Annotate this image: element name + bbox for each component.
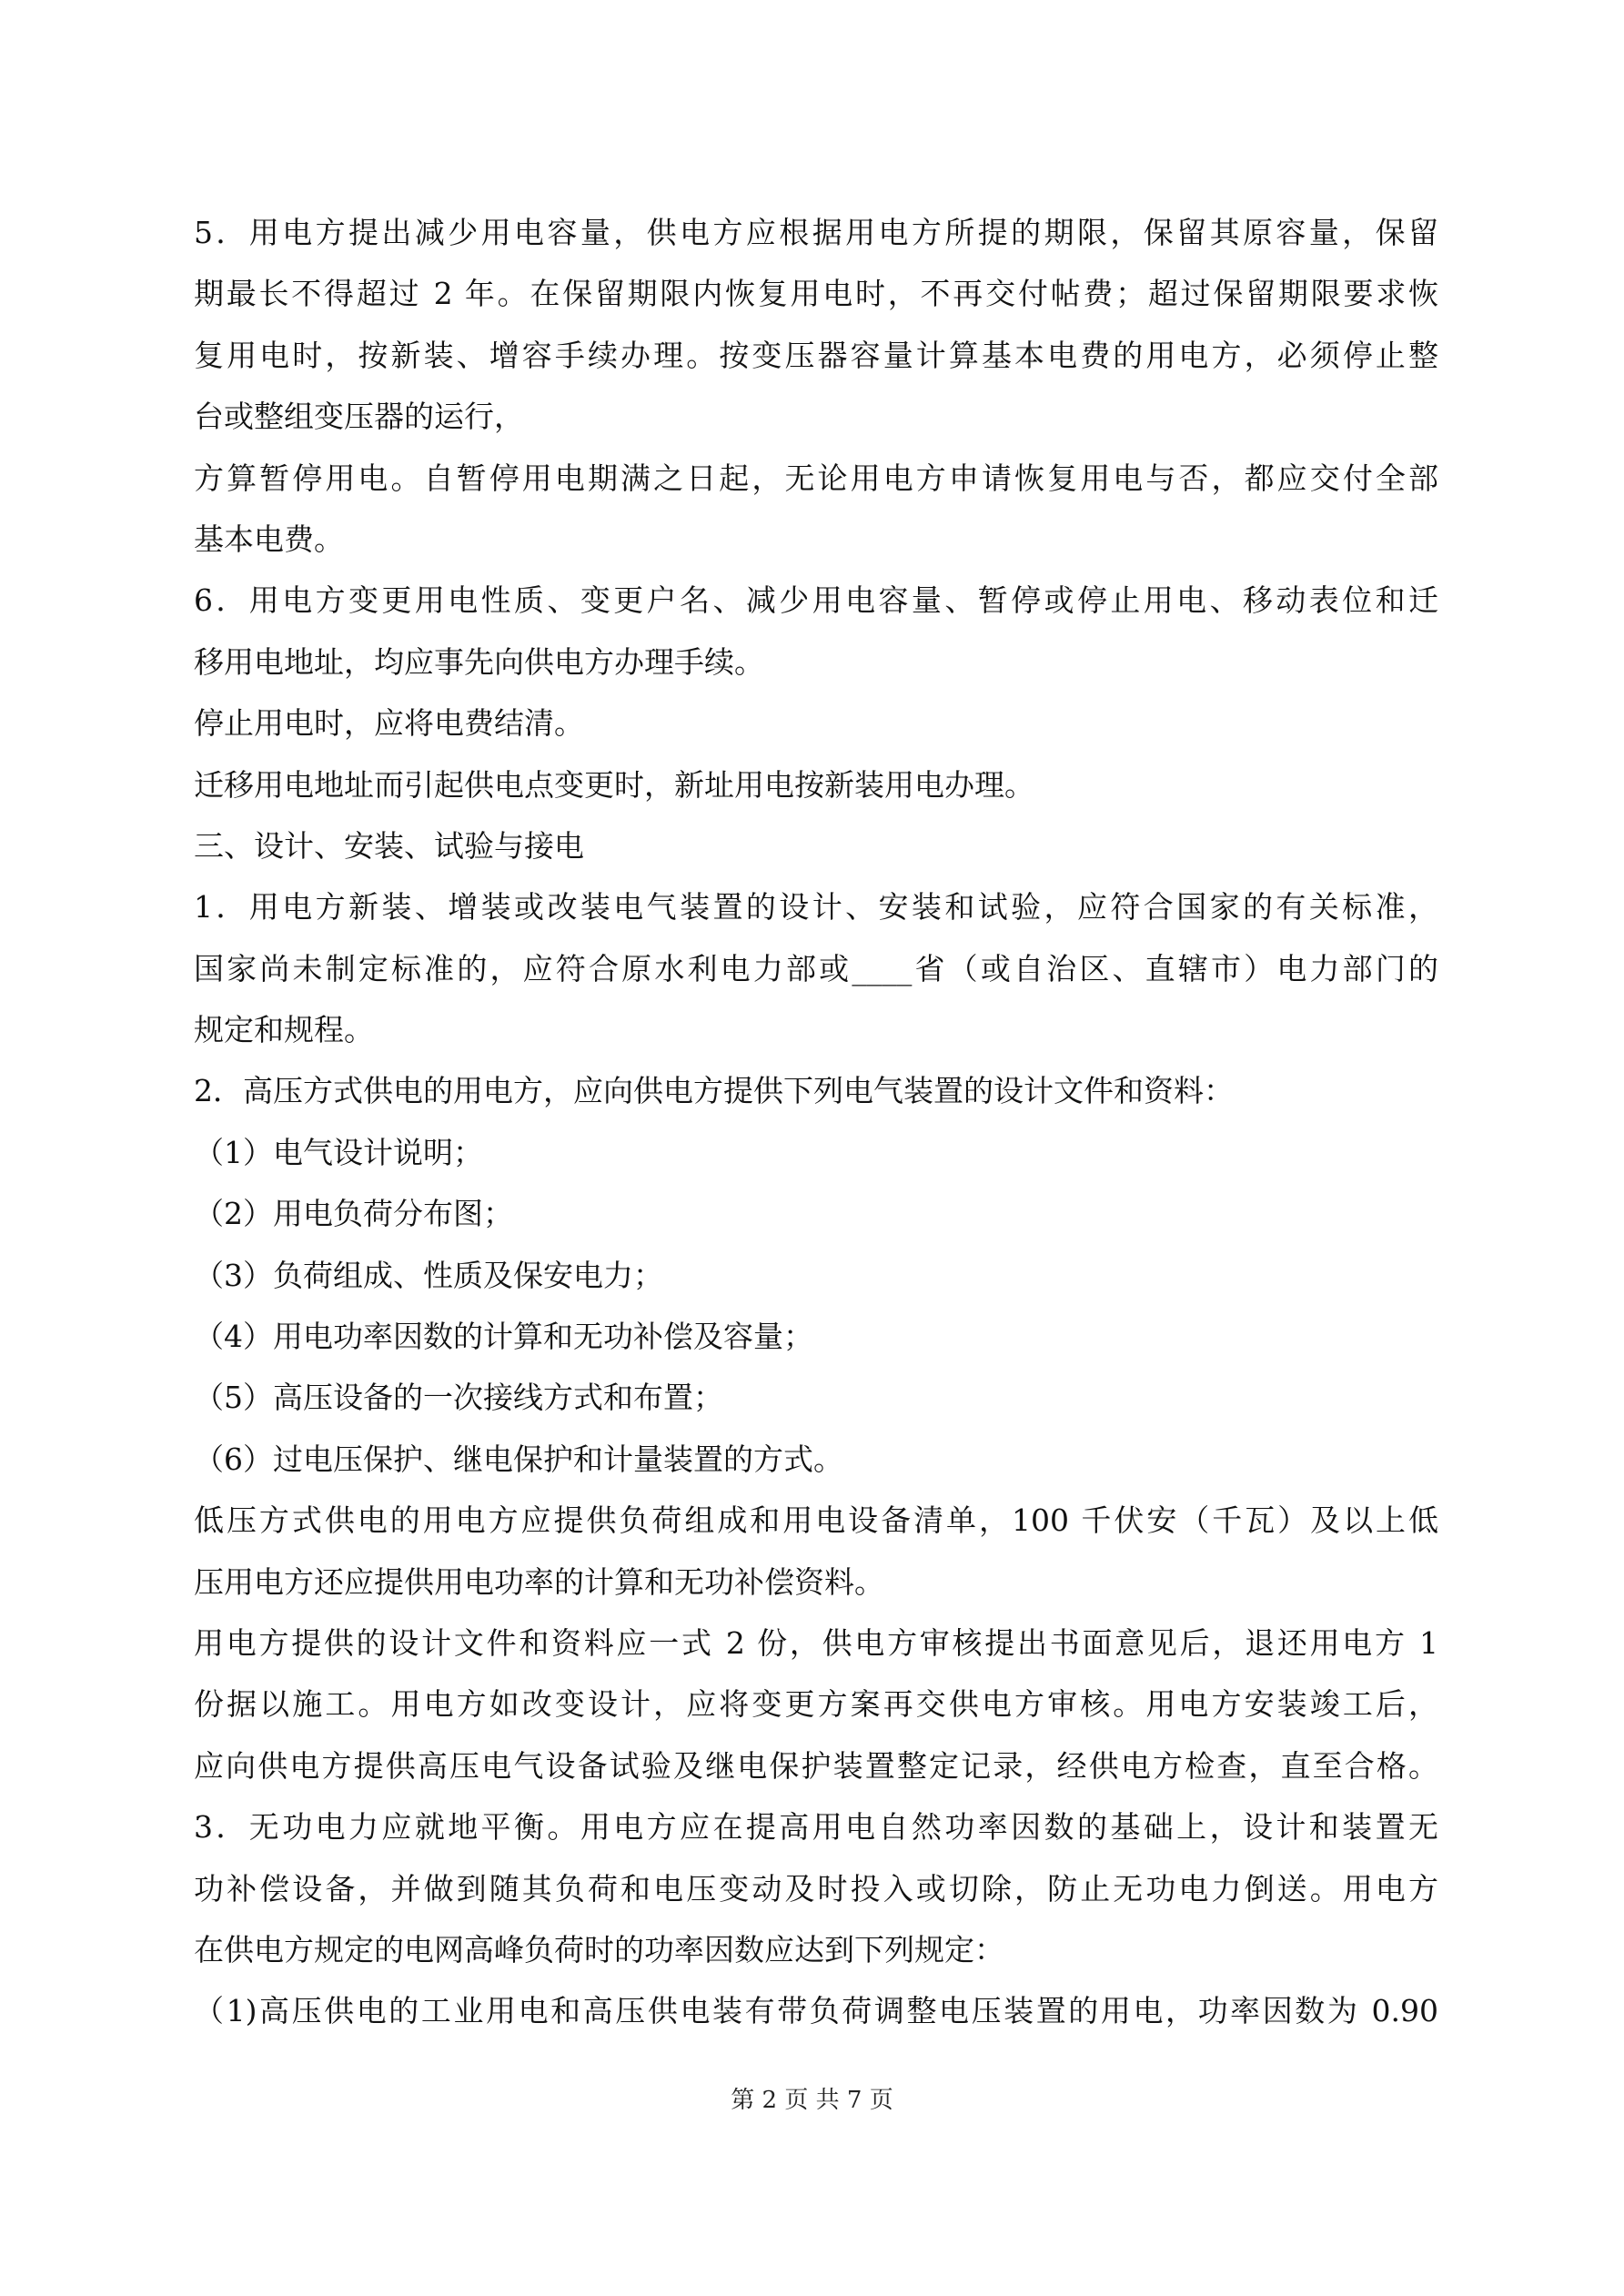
text-line: 5．用电方提出减少用电容量，供电方应根据用电方所提的期限，保留其原容量，保留	[194, 215, 1438, 250]
text-line: 移用电地址，均应事先向供电方办理手续。	[194, 643, 764, 680]
text-line: 方算暂停用电。自暂停用电期满之日起，无论用电方申请恢复用电与否，都应交付全部	[194, 460, 1438, 496]
text-line: （2）用电负荷分布图；	[194, 1196, 513, 1232]
text-line: 1．用电方新装、增装或改装电气装置的设计、安装和试验，应符合国家的有关标准，	[194, 889, 1438, 925]
text-line: （3）负荷组成、性质及保安电力；	[194, 1257, 663, 1293]
text-line: 用电方提供的设计文件和资料应一式 2 份，供电方审核提出书面意见后，退还用电方 1	[194, 1624, 1438, 1661]
text-line: 台或整组变压器的运行，	[194, 399, 524, 435]
text-line: 应向供电方提供高压电气设备试验及继电保护装置整定记录，经供电方检查，直至合格。	[194, 1747, 1438, 1784]
page-footer: 第 2 页 共 7 页	[731, 2087, 893, 2114]
text-line: 在供电方规定的电网高峰负荷时的功率因数应达到下列规定：	[194, 1931, 1004, 1967]
text-line: 6．用电方变更用电性质、变更户名、减少用电容量、暂停或停止用电、移动表位和迁	[194, 582, 1438, 619]
document-body	[194, 202, 1438, 2042]
text-line: （1)高压供电的工业用电和高压供电装有带负荷调整电压装置的用电，功率因数为 0.90	[194, 1993, 1438, 2029]
text-line: 低压方式供电的用电方应提供负荷组成和用电设备清单，100 千伏安（千瓦）及以上低	[194, 1502, 1438, 1539]
text-line: 迁移用电地址而引起供电点变更时，新址用电按新装用电办理。	[194, 766, 1034, 803]
text-line: 三、设计、安装、试验与接电	[194, 827, 584, 864]
text-line: 复用电时，按新装、增容手续办理。按变压器容量计算基本电费的用电方，必须停止整	[194, 337, 1438, 373]
text-line: （5）高压设备的一次接线方式和布置；	[194, 1380, 723, 1416]
text-line: 压用电方还应提供用电功率的计算和无功补偿资料。	[194, 1563, 884, 1600]
text-line: （6）过电压保护、继电保护和计量装置的方式。	[194, 1441, 843, 1477]
text-line: 基本电费。	[194, 521, 344, 557]
text-line: （1）电气设计说明；	[194, 1134, 483, 1170]
text-line: 国家尚未制定标准的，应符合原水利电力部或____省（或自治区、直辖市）电力部门的	[194, 950, 1438, 986]
text-line: 期最长不得超过 2 年。在保留期限内恢复用电时，不再交付帖费；超过保留期限要求恢	[194, 276, 1438, 312]
text-line: 规定和规程。	[194, 1012, 374, 1048]
text-line: 份据以施工。用电方如改变设计，应将变更方案再交供电方审核。用电方安装竣工后，	[194, 1686, 1438, 1723]
text-line: （4）用电功率因数的计算和无功补偿及容量；	[194, 1319, 813, 1355]
text-line: 功补偿设备，并做到随其负荷和电压变动及时投入或切除，防止无功电力倒送。用电方	[194, 1870, 1438, 1907]
text-line: 2．高压方式供电的用电方，应向供电方提供下列电气装置的设计文件和资料：	[194, 1073, 1234, 1109]
text-line: 停止用电时，应将电费结清。	[194, 705, 584, 742]
text-line: 3．无功电力应就地平衡。用电方应在提高用电自然功率因数的基础上，设计和装置无	[194, 1809, 1438, 1846]
